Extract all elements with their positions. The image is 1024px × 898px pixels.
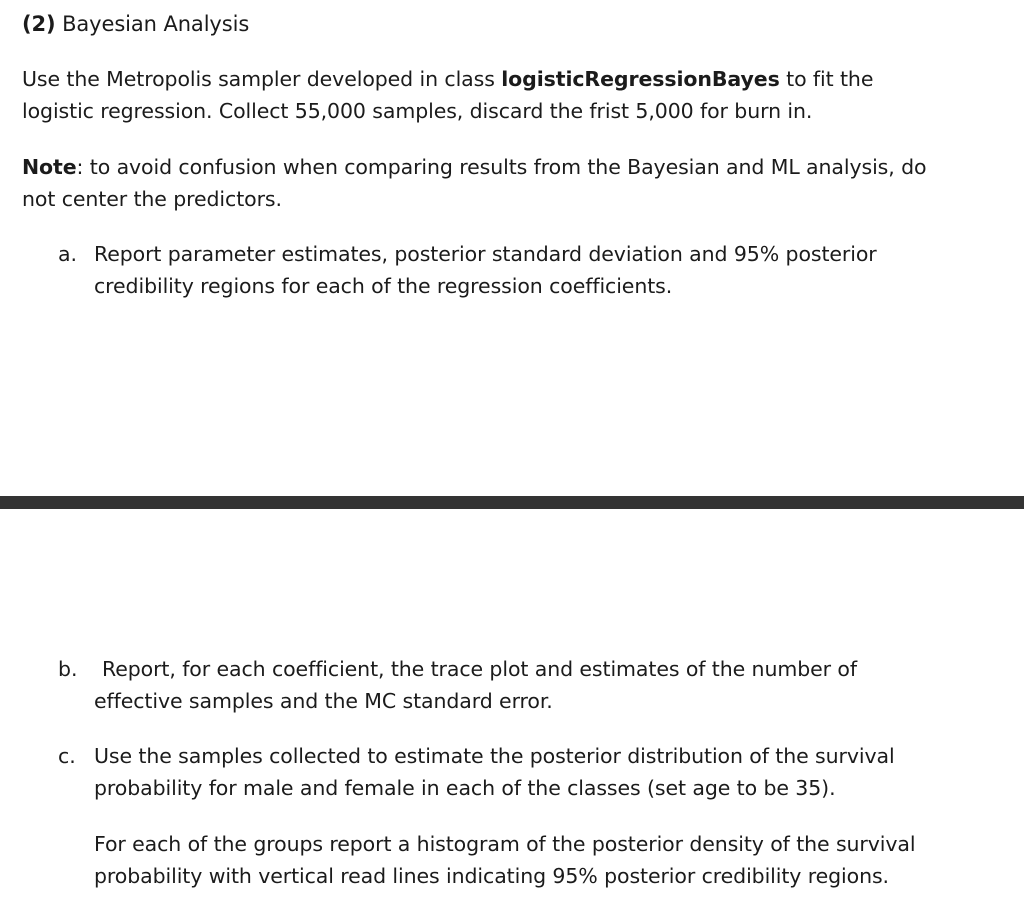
item-c-line-2: probability for male and female in each of the classes (set age to be 35). (94, 776, 836, 800)
item-c-line-1: Use the samples collected to estimate the posterior distribution of the survival (94, 744, 895, 768)
section-heading (22, 11, 249, 37)
item-c-para2-line-1: For each of the groups report a histogram of the posterior density of the survival (94, 832, 916, 856)
item-b-marker: b. (58, 657, 78, 681)
note-label: Note (22, 155, 77, 179)
item-c-para2-line-2: probability with vertical read lines indicating 95% posterior credibility regions. (94, 864, 889, 888)
intro-line-2: logistic regression. Collect 55,000 samples, discard the frist 5,000 for burn in. (22, 99, 813, 123)
section-number: (2) (22, 12, 56, 36)
item-a-line-2: credibility regions for each of the regression coefficients. (94, 274, 673, 298)
item-c-marker: c. (58, 744, 76, 768)
note-line-1 (22, 154, 926, 180)
section-title: Bayesian Analysis (62, 12, 250, 36)
page-divider (0, 496, 1024, 509)
item-b-line-1: Report, for each coefficient, the trace plot and estimates of the number of (102, 657, 857, 681)
item-b-line-2: effective samples and the MC standard error. (94, 689, 553, 713)
intro-text: Use the Metropolis sampler developed in class (22, 67, 502, 91)
function-name: logisticRegressionBayes (501, 67, 780, 91)
item-a-line-1: Report parameter estimates, posterior standard deviation and 95% posterior (94, 242, 877, 266)
item-a-marker: a. (58, 242, 78, 266)
note-line-2: not center the predictors. (22, 187, 282, 211)
intro-text-end: to fit the (779, 67, 874, 91)
note-text: : to avoid confusion when comparing results from the Bayesian and ML analysis, do (76, 155, 927, 179)
intro-line-1 (22, 66, 873, 92)
